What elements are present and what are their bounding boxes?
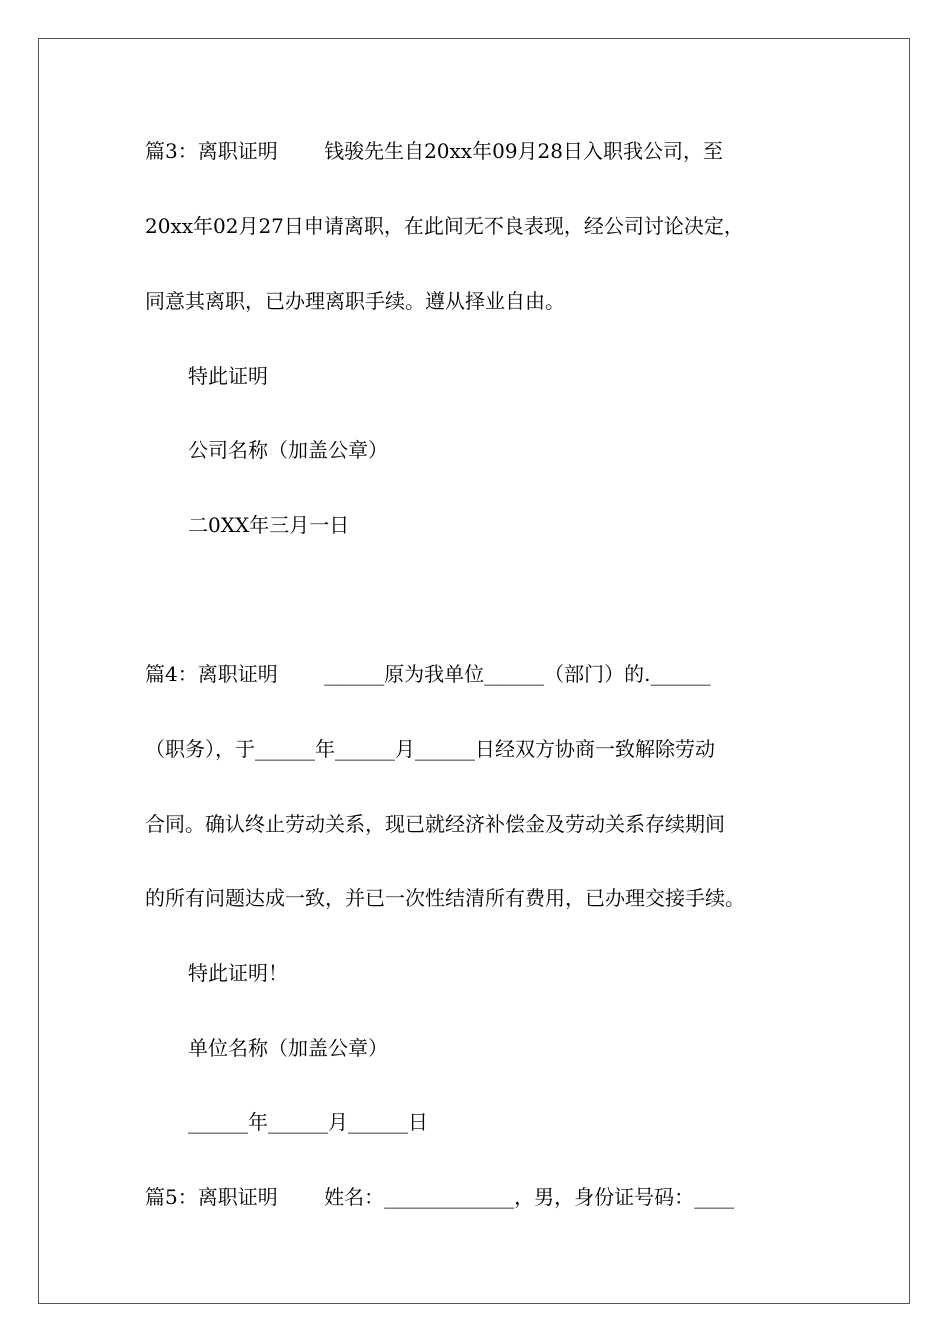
section-4-certify: 特此证明！ (188, 961, 288, 985)
section-3-line-2: 20xx年02月27日申请离职，在此间无不良表现，经公司讨论决定， (145, 214, 744, 238)
section-3-line-1: 篇3：离职证明 钱骏先生自20xx年09月28日入职我公司，至 (145, 139, 723, 163)
section-4-line-4: 的所有问题达成一致，并已一次性结清所有费用，已办理交接手续。 (145, 886, 745, 910)
section-5-line-1: 篇5：离职证明 姓名：_____________，男，身份证号码：____ (145, 1185, 735, 1209)
section-3-certify: 特此证明 (188, 364, 268, 388)
section-4-line-2: （职务），于______年______月______日经双方协商一致解除劳动 (145, 737, 715, 761)
section-4-line-1: 篇4：离职证明 ______原为我单位______（部门）的.______ (145, 662, 711, 686)
section-3-line-3: 同意其离职，已办理离职手续。遵从择业自由。 (145, 289, 565, 313)
section-4-line-3: 合同。确认终止劳动关系，现已就经济补偿金及劳动关系存续期间 (145, 812, 725, 836)
section-4-date: ______年______月______日 (188, 1110, 428, 1134)
section-4-unit-name: 单位名称（加盖公章） (188, 1036, 388, 1060)
section-3-company-name: 公司名称（加盖公章） (188, 438, 388, 462)
section-3-date: 二0XX年三月一日 (188, 513, 350, 537)
